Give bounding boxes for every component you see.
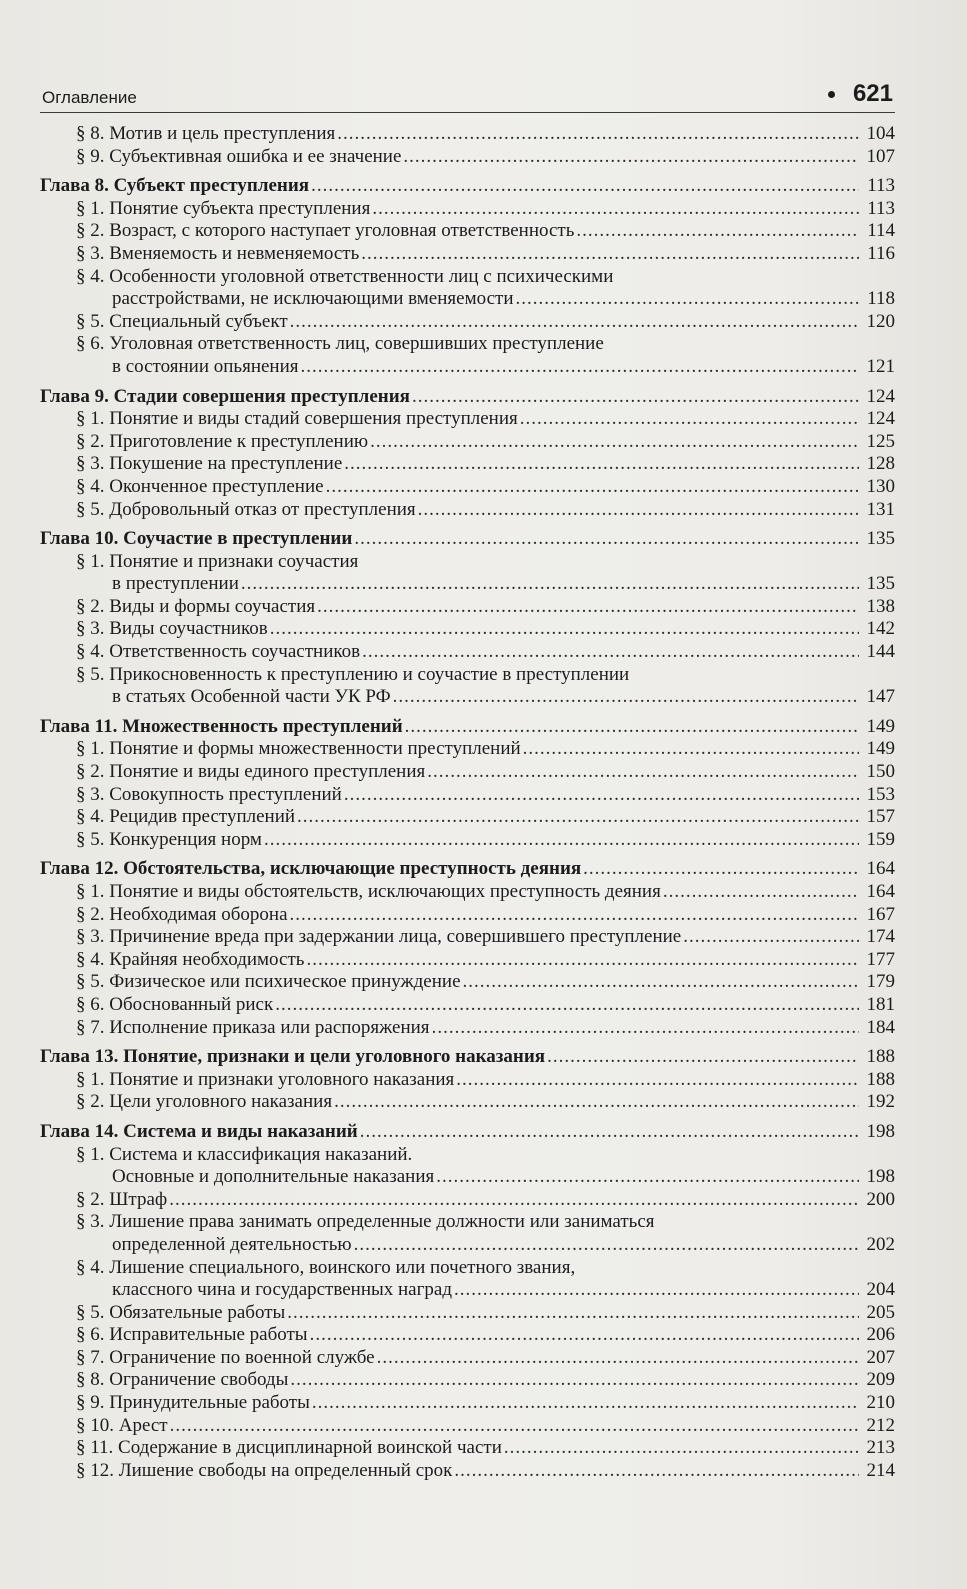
toc-entry[interactable] (40, 573, 895, 596)
toc-chapter-page: 135 (866, 528, 895, 550)
dot-leader (326, 476, 859, 499)
dot-leader (169, 1189, 859, 1212)
toc-entry-title: § 3. Виды соучастников (76, 618, 268, 640)
toc-entry-page: 121 (866, 355, 895, 377)
dot-leader (290, 1369, 859, 1392)
toc-entry-title: § 1. Понятие и признаки уголовного наказания (76, 1068, 455, 1090)
toc-entry[interactable] (40, 949, 895, 972)
toc-entry[interactable] (40, 641, 895, 664)
toc-entry-page: 184 (866, 1016, 895, 1038)
dot-leader (311, 175, 859, 198)
toc-entry[interactable] (40, 761, 895, 784)
toc-entry-title-line2: в состоянии опьянения (112, 355, 299, 377)
toc-chapter-title: Глава 10. Соучастие в преступлении (40, 528, 353, 550)
toc-entry[interactable] (40, 1234, 895, 1257)
toc-entry[interactable] (40, 1392, 895, 1415)
toc-entry[interactable] (40, 1091, 895, 1114)
toc-entry-page: 177 (866, 948, 895, 970)
toc-entry-title: § 8. Мотив и цель преступления (76, 123, 336, 144)
dot-leader (463, 971, 859, 994)
toc-entry-title: § 5. Конкуренция норм (76, 828, 262, 850)
toc-entry-page: 118 (867, 288, 895, 310)
toc-entry-page: 192 (866, 1091, 895, 1113)
dot-leader (287, 1302, 859, 1325)
toc-entry-page: 205 (866, 1301, 895, 1323)
toc-chapter-8 (40, 175, 895, 378)
toc-entry[interactable] (40, 994, 895, 1017)
toc-entry-title: § 1. Понятие и виды обстоятельств, исключающих преступность деяния (76, 881, 661, 902)
toc-entry-title: § 5. Специальный субъект (76, 310, 288, 332)
toc-entry-title: § 11. Содержание в дисциплинарной воинской части (76, 1437, 502, 1459)
dot-leader (264, 829, 859, 852)
toc-entry[interactable] (40, 806, 895, 829)
dot-leader (275, 994, 859, 1017)
toc-chapter-title: Глава 8. Субъект преступления (40, 175, 310, 197)
toc-entry-page: 188 (866, 1068, 895, 1090)
toc-chapter-title: Глава 11. Множественность преступлений (40, 715, 403, 737)
toc-entry-title-line2: классного чина и государственных наград (112, 1279, 452, 1301)
toc-chapter-page: 188 (866, 1046, 895, 1068)
toc-chapter-heading[interactable] (40, 175, 895, 198)
toc-chapter-heading[interactable] (40, 1046, 895, 1069)
toc-entry[interactable] (40, 1166, 895, 1189)
toc-entry-title-line2: Основные и дополнительные наказания (112, 1166, 435, 1188)
page-number: 621 (852, 80, 893, 107)
toc-entry-page: 147 (866, 686, 895, 708)
toc-entry-page: 107 (866, 145, 895, 167)
toc-entry-page: 179 (866, 971, 895, 993)
toc-entry[interactable] (40, 311, 895, 334)
toc-entry-page: 212 (866, 1414, 895, 1436)
toc-chapter-12 (40, 858, 895, 1039)
toc-entry-page: 125 (866, 430, 895, 452)
toc-entry-page: 128 (866, 453, 895, 475)
toc-entry-title: § 4. Оконченное преступление (76, 475, 324, 497)
dot-leader (432, 1017, 859, 1040)
toc-entry-title: § 6. Исправительные работы (76, 1324, 308, 1346)
toc-entry-title: § 4. Крайняя необходимость (76, 948, 305, 970)
dot-leader (403, 146, 859, 169)
dot-leader (362, 641, 859, 664)
dot-leader (317, 596, 859, 619)
toc-chapter-heading[interactable] (40, 1121, 895, 1144)
dot-leader (405, 716, 859, 739)
toc-chapter-9 (40, 386, 895, 522)
dot-leader (683, 926, 859, 949)
toc-chapter-heading[interactable] (40, 528, 895, 551)
toc-entry[interactable] (40, 356, 895, 379)
toc-entry-page: 200 (866, 1188, 895, 1210)
toc-entry-title: § 9. Субъективная ошибка и ее значение (76, 145, 402, 167)
dot-leader (337, 123, 859, 146)
toc-entry-title-line1[interactable]: § 6. Уголовная ответственность лиц, совершивших преступление (76, 333, 604, 355)
toc-entry-title: § 2. Приготовление к преступлению (76, 430, 369, 452)
toc-entry-title: § 3. Покушение на преступление (76, 453, 343, 475)
toc-chapter-title: Глава 13. Понятие, признаки и цели уголовного наказания (40, 1046, 546, 1068)
toc-entry-title: § 3. Причинение вреда при задержании лица, совершившего преступление (76, 926, 682, 948)
dot-leader (290, 311, 859, 334)
dot-leader (354, 1234, 859, 1257)
dot-leader (344, 784, 859, 807)
dot-leader (393, 686, 859, 709)
toc-entry-page: 198 (866, 1166, 895, 1188)
dot-leader (344, 453, 859, 476)
toc-entry-page: 130 (866, 475, 895, 497)
bullet-icon (828, 91, 835, 98)
toc-chapter-title: Глава 12. Обстоятельства, исключающие преступность деяния (40, 858, 582, 880)
dot-leader (576, 220, 859, 243)
toc-chapter-13 (40, 1046, 895, 1114)
dot-leader (583, 858, 859, 881)
toc-entry-page: 144 (866, 641, 895, 663)
toc-entry-title: § 5. Обязательные работы (76, 1301, 286, 1323)
header-title: Оглавление (42, 88, 137, 107)
toc-entry-page: 174 (866, 926, 895, 948)
toc-entry[interactable] (40, 243, 895, 266)
dot-leader (418, 499, 859, 522)
dot-leader (436, 1166, 859, 1189)
toc-entry[interactable] (40, 1279, 895, 1302)
toc-chapter-7-tail (40, 123, 895, 168)
toc-entry[interactable] (40, 408, 895, 431)
toc-entry[interactable] (40, 1189, 895, 1212)
dot-leader (170, 1415, 859, 1438)
dot-leader (547, 1046, 859, 1069)
toc-entry-title-line2: определенной деятельностью (112, 1233, 352, 1255)
toc-entry-title: § 8. Ограничение свободы (76, 1369, 289, 1391)
toc-entry[interactable] (40, 1460, 895, 1483)
toc-entry-title-line1[interactable]: § 4. Особенности уголовной ответственности лиц с психическими (76, 265, 614, 287)
toc-entry-page: 207 (866, 1346, 895, 1368)
toc-entry-title: § 2. Возраст, с которого наступает уголовная ответственность (76, 220, 575, 242)
toc-entry-title: § 2. Необходимая оборона (76, 903, 288, 925)
toc-entry-page: 167 (866, 903, 895, 925)
toc-entry-title: § 1. Понятие и виды стадий совершения преступления (76, 408, 518, 430)
toc-entry[interactable] (40, 146, 895, 169)
toc-entry-title: § 7. Исполнение приказа или распоряжения (76, 1016, 430, 1038)
toc-entry-title-line1[interactable]: § 5. Прикосновенность к преступлению и соучастие в преступлении (76, 663, 630, 685)
toc-chapter-title: Глава 9. Стадии совершения преступления (40, 385, 410, 407)
toc-chapter-page: 124 (866, 385, 895, 407)
dot-leader (306, 949, 859, 972)
toc-entry-title: § 12. Лишение свободы на определенный срок (76, 1459, 453, 1481)
toc-entry-title: § 2. Понятие и виды единого преступления (76, 761, 426, 783)
dot-leader (454, 1460, 859, 1483)
toc-entry-page: 157 (866, 806, 895, 828)
dot-leader (354, 528, 859, 551)
toc-entry-page: 114 (867, 220, 895, 242)
toc-entry[interactable] (40, 738, 895, 761)
toc-entry-title-line1[interactable]: § 1. Система и классификация наказаний. (76, 1143, 413, 1165)
toc-entry-title: § 9. Принудительные работы (76, 1392, 310, 1414)
toc-entry[interactable] (40, 220, 895, 243)
toc-entry-page: 153 (866, 783, 895, 805)
header-right (828, 80, 893, 108)
toc-entry[interactable] (40, 288, 895, 311)
toc-chapter-11 (40, 716, 895, 852)
toc-entry[interactable] (40, 971, 895, 994)
toc-entry[interactable] (40, 1017, 895, 1040)
toc-entry[interactable] (40, 1437, 895, 1460)
toc-entry-title: § 1. Понятие субъекта преступления (76, 197, 371, 219)
table-of-contents (40, 123, 895, 1482)
dot-leader (301, 356, 860, 379)
dot-leader (360, 1121, 859, 1144)
dot-leader (297, 806, 859, 829)
dot-leader (312, 1392, 859, 1415)
toc-entry[interactable] (40, 1069, 895, 1092)
toc-entry[interactable] (40, 829, 895, 852)
toc-entry[interactable] (40, 123, 895, 146)
toc-entry[interactable] (40, 1324, 895, 1347)
toc-entry-title-line2: в статьях Особенной части УК РФ (112, 686, 391, 708)
toc-entry-title: § 2. Цели уголовного наказания (76, 1091, 333, 1113)
toc-chapter-14 (40, 1121, 895, 1483)
toc-entry[interactable] (40, 881, 895, 904)
toc-entry[interactable] (40, 1347, 895, 1370)
toc-chapter-heading[interactable] (40, 716, 895, 739)
toc-entry[interactable] (40, 431, 895, 454)
dot-leader (523, 738, 859, 761)
toc-entry[interactable] (40, 596, 895, 619)
toc-entry-title-line2: в преступлении (112, 573, 239, 595)
toc-entry-title-line2: расстройствами, не исключающими вменяемости (112, 288, 514, 310)
toc-chapter-page: 149 (866, 715, 895, 737)
dot-leader (361, 243, 859, 266)
toc-entry-title: § 10. Арест (76, 1414, 168, 1436)
toc-entry-page: 120 (866, 310, 895, 332)
toc-entry-title: § 2. Штраф (76, 1188, 168, 1210)
toc-entry-page: 124 (866, 408, 895, 430)
dot-leader (290, 904, 860, 927)
toc-entry[interactable] (40, 784, 895, 807)
toc-entry[interactable] (40, 476, 895, 499)
dot-leader (370, 431, 859, 454)
dot-leader (372, 198, 859, 221)
dot-leader (270, 618, 859, 641)
toc-entry-page: 164 (866, 881, 895, 902)
toc-entry-title: § 4. Ответственность соучастников (76, 641, 361, 663)
dot-leader (504, 1437, 859, 1460)
toc-entry-title: § 7. Ограничение по военной службе (76, 1346, 375, 1368)
toc-entry-page: 204 (866, 1279, 895, 1301)
toc-entry[interactable] (40, 904, 895, 927)
toc-entry-title: § 3. Совокупность преступлений (76, 783, 342, 805)
toc-chapter-10 (40, 528, 895, 709)
toc-entry-title: § 5. Добровольный отказ от преступления (76, 498, 416, 520)
toc-entry-title: § 5. Физическое или психическое принуждение (76, 971, 461, 993)
toc-entry-page: 142 (866, 618, 895, 640)
toc-entry[interactable] (40, 499, 895, 522)
dot-leader (310, 1324, 859, 1347)
toc-entry-page: 104 (866, 123, 895, 144)
dot-leader (427, 761, 859, 784)
toc-entry-title: § 3. Вменяемость и невменяемость (76, 242, 360, 264)
toc-entry-title: § 2. Виды и формы соучастия (76, 595, 316, 617)
dot-leader (663, 881, 859, 904)
toc-entry-page: 213 (866, 1437, 895, 1459)
toc-entry-page: 116 (867, 242, 895, 264)
toc-entry-page: 214 (866, 1459, 895, 1481)
toc-entry-page: 131 (866, 498, 895, 520)
dot-leader (456, 1069, 859, 1092)
toc-entry-page: 138 (866, 595, 895, 617)
dot-leader (516, 288, 860, 311)
toc-entry-title: § 1. Понятие и формы множественности преступлений (76, 738, 521, 760)
toc-entry-page: 210 (866, 1392, 895, 1414)
dot-leader (412, 386, 859, 409)
toc-entry-page: 150 (866, 761, 895, 783)
dot-leader (241, 573, 859, 596)
dot-leader (377, 1347, 859, 1370)
toc-entry-page: 181 (866, 993, 895, 1015)
toc-entry-page: 206 (866, 1324, 895, 1346)
toc-entry[interactable] (40, 1369, 895, 1392)
dot-leader (454, 1279, 859, 1302)
toc-entry-title: § 6. Обоснованный риск (76, 993, 274, 1015)
toc-entry[interactable] (40, 686, 895, 709)
toc-entry[interactable] (40, 1415, 895, 1438)
toc-chapter-page: 164 (866, 858, 895, 880)
toc-chapter-heading[interactable] (40, 386, 895, 409)
toc-entry-page: 149 (866, 738, 895, 760)
toc-entry[interactable] (40, 618, 895, 641)
toc-entry-title-line1[interactable]: § 1. Понятие и признаки соучастия (76, 550, 359, 572)
toc-entry-title-line1[interactable]: § 4. Лишение специального, воинского или почетного звания, (76, 1256, 576, 1278)
toc-entry-page: 113 (867, 197, 895, 219)
running-header (40, 72, 895, 113)
toc-chapter-page: 198 (866, 1120, 895, 1142)
toc-chapter-page: 113 (867, 175, 895, 197)
toc-chapter-title: Глава 14. Система и виды наказаний (40, 1120, 358, 1142)
toc-chapter-heading[interactable] (40, 858, 895, 881)
toc-entry-page: 209 (866, 1369, 895, 1391)
toc-entry-title: § 4. Рецидив преступлений (76, 806, 296, 828)
dot-leader (520, 408, 859, 431)
toc-entry[interactable] (40, 926, 895, 949)
toc-entry[interactable] (40, 453, 895, 476)
dot-leader (334, 1091, 859, 1114)
toc-entry-page: 135 (866, 573, 895, 595)
toc-entry-page: 159 (866, 828, 895, 850)
toc-entry-page: 202 (866, 1233, 895, 1255)
toc-entry[interactable] (40, 1302, 895, 1325)
toc-entry-title-line1[interactable]: § 3. Лишение права занимать определенные должности или заниматься (76, 1211, 655, 1233)
toc-entry[interactable] (40, 198, 895, 221)
